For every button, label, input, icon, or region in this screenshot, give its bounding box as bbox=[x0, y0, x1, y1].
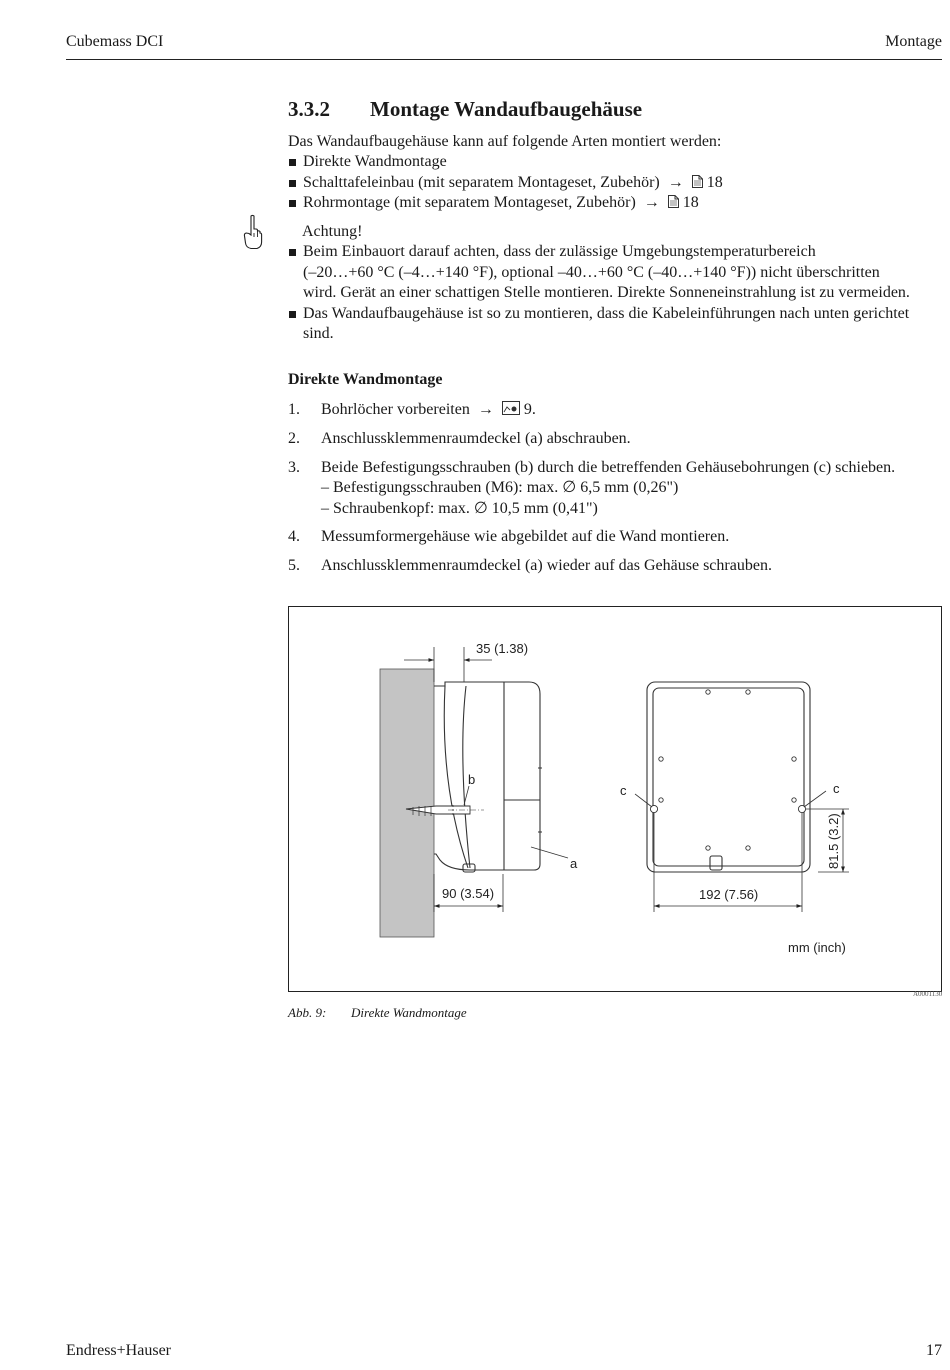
figure-id: A0001130 bbox=[913, 990, 943, 998]
page-ref: 18 bbox=[706, 173, 723, 191]
step-sub-item: – Schraubenkopf: max. ∅ 10,5 mm (0,41") bbox=[321, 499, 598, 517]
footer-brand: Endress+Hauser bbox=[66, 1342, 171, 1359]
caption-label: Abb. 9: bbox=[288, 1005, 327, 1020]
page-icon bbox=[668, 195, 679, 208]
figure-ref-arrow: → bbox=[477, 401, 494, 418]
page-icon bbox=[692, 175, 703, 188]
section-heading: Montage Wandaufbaugehäuse bbox=[370, 97, 643, 121]
list-item: Das Wandaufbaugehäuse ist so zu montieren, dass die Kabeleinführungen nach unten gerichtet sind. bbox=[288, 304, 910, 345]
header-product: Cubemass DCI bbox=[66, 33, 164, 50]
page-number: 17 bbox=[926, 1342, 942, 1359]
intro-lead: Das Wandaufbaugehäuse kann auf folgende Arten montiert werden: bbox=[288, 133, 722, 150]
figure-caption bbox=[288, 1005, 467, 1021]
caption-text: Direkte Wandmontage bbox=[351, 1005, 467, 1020]
label-b: b bbox=[468, 772, 476, 787]
pointing-hand-icon bbox=[243, 214, 263, 250]
dim-81-label: 81.5 (3.2) bbox=[826, 813, 841, 869]
section-title bbox=[288, 97, 642, 122]
caution-title: Achtung! bbox=[302, 223, 363, 240]
label-c-right: c bbox=[833, 781, 840, 796]
page-ref-arrow: → bbox=[643, 194, 660, 212]
subsection-title: Direkte Wandmontage bbox=[288, 371, 443, 388]
figure-ref: 9. bbox=[523, 401, 536, 418]
figure-ref-icon bbox=[502, 401, 520, 415]
label-a: a bbox=[570, 856, 578, 871]
dim-35-label: 35 (1.38) bbox=[476, 641, 529, 656]
header-rule bbox=[66, 59, 942, 60]
page-ref: 18 bbox=[682, 194, 699, 212]
wall bbox=[380, 669, 434, 937]
list-item: Direkte Wandmontage bbox=[288, 152, 723, 172]
step-item: 5. Anschlussklemmenraumdeckel (a) wieder auf das Gehäuse schrauben. bbox=[288, 557, 772, 574]
step-item: 3. Beide Befestigungsschrauben (b) durch die betreffenden Gehäusebohrungen (c) schieben. – Befestigungsschrauben (M6): max. ∅ 6,5 mm (0,26") – Schraubenkopf: max. ∅ 10,5 mm (0,41") bbox=[288, 458, 895, 519]
step-item: 4. Messumformergehäuse wie abgebildet auf die Wand montieren. bbox=[288, 528, 730, 545]
section-number: 3.3.2 bbox=[288, 97, 330, 121]
caution-block bbox=[288, 222, 910, 344]
page-ref-arrow: → bbox=[667, 173, 684, 191]
step-item: 2. Anschlussklemmenraumdeckel (a) abschrauben. bbox=[288, 430, 631, 447]
dim-90-label: 90 (3.54) bbox=[442, 886, 495, 901]
dim-192-label: 192 (7.56) bbox=[699, 887, 759, 902]
step-sub-item: – Befestigungsschrauben (M6): max. ∅ 6,5 mm (0,26") bbox=[321, 479, 679, 497]
header-chapter: Montage bbox=[885, 33, 942, 50]
units-label: mm (inch) bbox=[788, 940, 846, 955]
list-item: Beim Einbauort darauf achten, dass der zulässige Umgebungstemperaturbereich (–20…+60 °C (–4…+140 °F), optional –40…+60 °C (–40…+140 °F)) nicht überschritten wird. Gerät an einer schattigen Stelle montieren. Direkte Sonneneinstrahlung ist zu vermeiden. bbox=[288, 242, 910, 303]
intro-paragraph bbox=[288, 132, 723, 214]
label-c-left: c bbox=[620, 783, 627, 798]
list-item: Rohrmontage (mit separatem Montageset, Zubehör) → 18 bbox=[288, 193, 723, 213]
step-item: 1. Bohrlöcher vorbereiten → 9. bbox=[288, 401, 536, 418]
list-item: Schalttafeleinbau (mit separatem Montageset, Zubehör) → 18 bbox=[288, 173, 723, 193]
mounting-diagram bbox=[288, 606, 942, 992]
